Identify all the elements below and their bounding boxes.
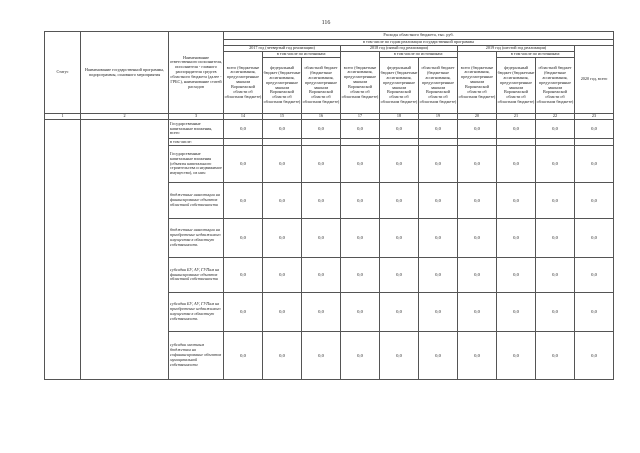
value-cell: 0,0 <box>341 183 380 219</box>
header-federal-budget: федеральный бюджет (бюджетные ассигнования, предусмотренные законом Воронежской области об областном бюджете) <box>497 58 536 114</box>
header-regional-budget: областной бюджет (бюджетные ассигнования, предусмотренные законом Воронежской области об областном бюджете) <box>536 58 575 114</box>
column-number: 22 <box>536 114 575 120</box>
column-number: 21 <box>497 114 536 120</box>
value-cell <box>536 139 575 146</box>
budget-table <box>44 31 614 380</box>
value-cell: 0,0 <box>497 258 536 293</box>
row-label: субсидии местным бюджетам на софинансирование объектов муниципальной собственности <box>169 332 224 380</box>
value-cell: 0,0 <box>458 332 497 380</box>
value-cell: 0,0 <box>341 146 380 183</box>
program-name-cell <box>81 120 169 380</box>
value-cell: 0,0 <box>341 219 380 258</box>
value-cell: 0,0 <box>224 332 263 380</box>
header-total-budget: всего (бюджетные ассигнования, предусмотренные законом Воронежской области об областном бюджете) <box>458 52 497 114</box>
value-cell: 0,0 <box>263 183 302 219</box>
value-cell: 0,0 <box>419 219 458 258</box>
value-cell: 0,0 <box>380 146 419 183</box>
column-number: 20 <box>458 114 497 120</box>
value-cell: 0,0 <box>575 183 614 219</box>
value-cell <box>302 139 341 146</box>
row-label: субсидии БУ, АУ, ГУПам на финансирование объектов областной собственности <box>169 258 224 293</box>
value-cell: 0,0 <box>302 258 341 293</box>
value-cell: 0,0 <box>263 219 302 258</box>
header-implementation: в том числе по годам реализации государственной программы <box>224 40 614 46</box>
value-cell: 0,0 <box>575 293 614 332</box>
page-number: 116 <box>321 20 331 26</box>
header-status: Статус <box>45 32 81 114</box>
value-cell: 0,0 <box>458 258 497 293</box>
row-label: бюджетные инвестиции на финансирование объектов областной собственности <box>169 183 224 219</box>
value-cell: 0,0 <box>419 332 458 380</box>
value-cell: 0,0 <box>380 219 419 258</box>
value-cell: 0,0 <box>224 258 263 293</box>
header-year-2017: 2017 год (четвертый год реализации) <box>224 46 341 52</box>
value-cell: 0,0 <box>302 146 341 183</box>
column-number: 2 <box>81 114 169 120</box>
value-cell: 0,0 <box>575 332 614 380</box>
value-cell <box>380 139 419 146</box>
column-number: 16 <box>302 114 341 120</box>
value-cell: 0,0 <box>458 120 497 139</box>
header-expenses: Расходы областного бюджета, тыс. руб. <box>224 32 614 40</box>
header-year-2019: 2019 год (шестой год реализации) <box>458 46 575 52</box>
column-number: 14 <box>224 114 263 120</box>
value-cell <box>575 139 614 146</box>
value-cell: 0,0 <box>536 146 575 183</box>
header-including-sources: в том числе по источникам: <box>380 52 458 58</box>
value-cell: 0,0 <box>458 219 497 258</box>
column-number: 17 <box>341 114 380 120</box>
row-label: в том числе: <box>169 139 224 146</box>
value-cell: 0,0 <box>302 183 341 219</box>
value-cell <box>419 139 458 146</box>
value-cell: 0,0 <box>575 258 614 293</box>
column-number: 19 <box>419 114 458 120</box>
value-cell: 0,0 <box>536 219 575 258</box>
value-cell: 0,0 <box>419 258 458 293</box>
value-cell: 0,0 <box>380 293 419 332</box>
value-cell: 0,0 <box>536 120 575 139</box>
value-cell: 0,0 <box>263 120 302 139</box>
value-cell: 0,0 <box>419 120 458 139</box>
value-cell: 0,0 <box>419 146 458 183</box>
value-cell: 0,0 <box>497 219 536 258</box>
value-cell: 0,0 <box>224 120 263 139</box>
value-cell: 0,0 <box>224 219 263 258</box>
value-cell: 0,0 <box>380 332 419 380</box>
value-cell: 0,0 <box>458 146 497 183</box>
value-cell: 0,0 <box>263 332 302 380</box>
value-cell <box>458 139 497 146</box>
value-cell: 0,0 <box>458 183 497 219</box>
value-cell: 0,0 <box>419 293 458 332</box>
column-number: 3 <box>169 114 224 120</box>
value-cell: 0,0 <box>341 258 380 293</box>
header-total-budget: всего (бюджетные ассигнования, предусмотренные законом Воронежской области об областном бюджете) <box>224 52 263 114</box>
header-total-budget: всего (бюджетные ассигнования, предусмотренные законом Воронежской области об областном бюджете) <box>341 52 380 114</box>
value-cell: 0,0 <box>263 146 302 183</box>
row-label: бюджетные инвестиции на приобретение недвижимого имущества в областную собственность <box>169 219 224 258</box>
column-number: 18 <box>380 114 419 120</box>
status-cell <box>45 120 81 380</box>
value-cell: 0,0 <box>224 183 263 219</box>
value-cell: 0,0 <box>263 293 302 332</box>
value-cell: 0,0 <box>380 183 419 219</box>
value-cell: 0,0 <box>341 332 380 380</box>
value-cell: 0,0 <box>536 293 575 332</box>
header-federal-budget: федеральный бюджет (бюджетные ассигнования, предусмотренные законом Воронежской области об областном бюджете) <box>380 58 419 114</box>
value-cell: 0,0 <box>341 120 380 139</box>
value-cell: 0,0 <box>302 293 341 332</box>
value-cell <box>341 139 380 146</box>
value-cell: 0,0 <box>536 183 575 219</box>
value-cell: 0,0 <box>224 146 263 183</box>
header-year-2018: 2018 год (пятый год реализации) <box>341 46 458 52</box>
header-regional-budget: областной бюджет (бюджетные ассигнования, предусмотренные законом Воронежской области об областном бюджете) <box>302 58 341 114</box>
value-cell <box>263 139 302 146</box>
header-federal-budget: федеральный бюджет (бюджетные ассигнования, предусмотренные законом Воронежской области об областном бюджете) <box>263 58 302 114</box>
row-label: субсидии БУ, АУ, ГУПам на приобретение недвижимого имущества в областную собственность <box>169 293 224 332</box>
value-cell: 0,0 <box>380 258 419 293</box>
table-row <box>45 120 614 139</box>
value-cell <box>497 139 536 146</box>
value-cell: 0,0 <box>497 293 536 332</box>
header-including-sources: в том числе по источникам: <box>263 52 341 58</box>
value-cell: 0,0 <box>224 293 263 332</box>
value-cell <box>224 139 263 146</box>
value-cell: 0,0 <box>302 332 341 380</box>
value-cell: 0,0 <box>575 219 614 258</box>
value-cell: 0,0 <box>536 258 575 293</box>
column-number: 1 <box>45 114 81 120</box>
value-cell: 0,0 <box>341 293 380 332</box>
value-cell: 0,0 <box>575 120 614 139</box>
value-cell: 0,0 <box>302 120 341 139</box>
row-label: Государственные капитальные вложения, всего <box>169 120 224 139</box>
value-cell: 0,0 <box>419 183 458 219</box>
header-program-name: Наименование государственной программы, подпрограммы, основного мероприятия <box>81 32 169 114</box>
column-number: 15 <box>263 114 302 120</box>
value-cell: 0,0 <box>575 146 614 183</box>
header-total-2020: 2020 год, всего <box>575 46 614 114</box>
value-cell: 0,0 <box>497 146 536 183</box>
header-executor: Наименование ответственного исполнителя, исполнителя - главного распорядителя средств областного бюджета (далее - ГРБС), наименование статей расходов <box>169 32 224 114</box>
header-regional-budget: областной бюджет (бюджетные ассигнования, предусмотренные законом Воронежской области об областном бюджете) <box>419 58 458 114</box>
value-cell: 0,0 <box>497 332 536 380</box>
value-cell: 0,0 <box>380 120 419 139</box>
value-cell: 0,0 <box>497 120 536 139</box>
row-label: Государственные капитальные вложения (объекты капитального строительства и недвижимое имущество), из них: <box>169 146 224 183</box>
column-number: 23 <box>575 114 614 120</box>
header-including-sources: в том числе по источникам: <box>497 52 575 58</box>
value-cell: 0,0 <box>536 332 575 380</box>
value-cell: 0,0 <box>497 183 536 219</box>
value-cell: 0,0 <box>302 219 341 258</box>
value-cell: 0,0 <box>458 293 497 332</box>
value-cell: 0,0 <box>263 258 302 293</box>
